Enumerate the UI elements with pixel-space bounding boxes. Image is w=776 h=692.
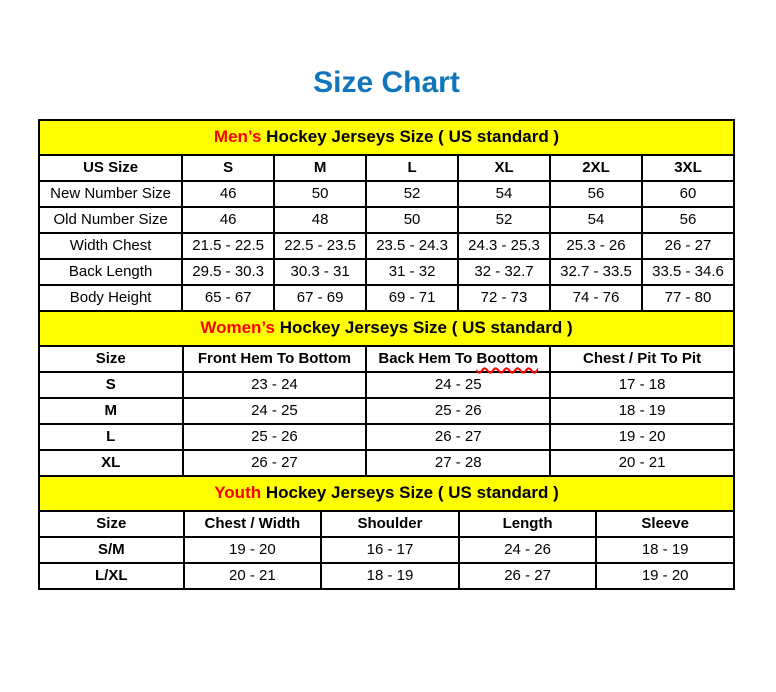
- value-cell: 26 - 27: [366, 424, 550, 450]
- value-cell: 26 - 27: [183, 450, 367, 476]
- section-name-highlight: Women’s: [200, 318, 275, 337]
- row-label-cell: S: [39, 372, 183, 398]
- value-cell: 19 - 20: [596, 563, 734, 589]
- womens-section-title: [39, 311, 734, 346]
- column-header-cell: Chest / Pit To Pit: [550, 346, 734, 372]
- table-row: [39, 372, 734, 398]
- value-cell: 54: [458, 181, 550, 207]
- page-title: Size Chart: [313, 66, 460, 99]
- value-cell: 32 - 32.7: [458, 259, 550, 285]
- value-cell: 56: [550, 181, 642, 207]
- size-chart: [38, 0, 735, 590]
- row-label-cell: Back Length: [39, 259, 182, 285]
- value-cell: 29.5 - 30.3: [182, 259, 274, 285]
- table-row: [39, 207, 734, 233]
- value-cell: 24 - 26: [459, 537, 597, 563]
- value-cell: 77 - 80: [642, 285, 734, 311]
- table-row: [39, 181, 734, 207]
- column-header-text: Back Hem To: [378, 350, 477, 367]
- value-cell: 33.5 - 34.6: [642, 259, 734, 285]
- value-cell: 27 - 28: [366, 450, 550, 476]
- value-cell: 20 - 21: [550, 450, 734, 476]
- column-header-cell: S: [182, 155, 274, 181]
- value-cell: 20 - 21: [184, 563, 322, 589]
- row-label-cell: XL: [39, 450, 183, 476]
- value-cell: 60: [642, 181, 734, 207]
- youth-section-title: [39, 476, 734, 511]
- column-header-cell: [366, 346, 550, 372]
- value-cell: 21.5 - 22.5: [182, 233, 274, 259]
- value-cell: 50: [366, 207, 458, 233]
- value-cell: 23 - 24: [183, 372, 367, 398]
- column-header-cell: M: [274, 155, 366, 181]
- mens-section-band: [39, 120, 734, 155]
- value-cell: 26 - 27: [459, 563, 597, 589]
- section-band-text: Hockey Jerseys Size ( US standard ): [274, 318, 573, 337]
- youth-section-band: [39, 476, 734, 511]
- table-row: [39, 424, 734, 450]
- row-label-cell: L/XL: [39, 563, 184, 589]
- value-cell: 24 - 25: [366, 372, 550, 398]
- table-row: [39, 563, 734, 589]
- column-header-cell: 2XL: [550, 155, 642, 181]
- value-cell: 18 - 19: [321, 563, 459, 589]
- mens-section-title: [39, 120, 734, 155]
- value-cell: 19 - 20: [184, 537, 322, 563]
- row-label-cell: S/M: [39, 537, 184, 563]
- column-header-cell: US Size: [39, 155, 182, 181]
- value-cell: 48: [274, 207, 366, 233]
- value-cell: 67 - 69: [274, 285, 366, 311]
- column-header-cell: Chest / Width: [184, 511, 322, 537]
- column-header-cell: Shoulder: [321, 511, 459, 537]
- column-header-cell: 3XL: [642, 155, 734, 181]
- value-cell: 26 - 27: [642, 233, 734, 259]
- section-band-text: Hockey Jerseys Size ( US standard ): [261, 127, 560, 146]
- value-cell: 19 - 20: [550, 424, 734, 450]
- column-header-cell: Size: [39, 511, 184, 537]
- value-cell: 54: [550, 207, 642, 233]
- value-cell: 18 - 19: [550, 398, 734, 424]
- row-label-cell: Old Number Size: [39, 207, 182, 233]
- value-cell: 24.3 - 25.3: [458, 233, 550, 259]
- value-cell: 52: [366, 181, 458, 207]
- value-cell: 18 - 19: [596, 537, 734, 563]
- table-row: [39, 285, 734, 311]
- value-cell: 23.5 - 24.3: [366, 233, 458, 259]
- value-cell: 25.3 - 26: [550, 233, 642, 259]
- value-cell: 65 - 67: [182, 285, 274, 311]
- value-cell: 32.7 - 33.5: [550, 259, 642, 285]
- column-header-cell: Size: [39, 346, 183, 372]
- header-row: [39, 155, 734, 181]
- value-cell: 52: [458, 207, 550, 233]
- section-name-highlight: Youth: [214, 483, 262, 502]
- value-cell: 17 - 18: [550, 372, 734, 398]
- value-cell: 25 - 26: [183, 424, 367, 450]
- header-row: [39, 346, 734, 372]
- value-cell: 46: [182, 181, 274, 207]
- header-row: [39, 511, 734, 537]
- column-header-cell: Front Hem To Bottom: [183, 346, 367, 372]
- row-label-cell: L: [39, 424, 183, 450]
- value-cell: 31 - 32: [366, 259, 458, 285]
- column-header-cell: Length: [459, 511, 597, 537]
- row-label-cell: Body Height: [39, 285, 182, 311]
- row-label-cell: New Number Size: [39, 181, 182, 207]
- value-cell: 25 - 26: [366, 398, 550, 424]
- value-cell: 74 - 76: [550, 285, 642, 311]
- table-row: [39, 450, 734, 476]
- value-cell: 30.3 - 31: [274, 259, 366, 285]
- value-cell: 72 - 73: [458, 285, 550, 311]
- row-label-cell: M: [39, 398, 183, 424]
- row-label-cell: Width Chest: [39, 233, 182, 259]
- value-cell: 16 - 17: [321, 537, 459, 563]
- section-band-text: Hockey Jerseys Size ( US standard ): [261, 483, 559, 502]
- value-cell: 22.5 - 23.5: [274, 233, 366, 259]
- column-header-cell: L: [366, 155, 458, 181]
- table-row: [39, 398, 734, 424]
- column-header-cell: XL: [458, 155, 550, 181]
- table-row: [39, 259, 734, 285]
- section-name-highlight: Men’s: [213, 127, 262, 146]
- table-row: [39, 537, 734, 563]
- womens-size-table: [38, 310, 735, 477]
- misspelled-word: Boottom: [476, 350, 539, 367]
- youth-size-table: [38, 475, 735, 590]
- column-header-cell: Sleeve: [596, 511, 734, 537]
- table-row: [39, 233, 734, 259]
- mens-size-table: [38, 119, 735, 312]
- value-cell: 50: [274, 181, 366, 207]
- value-cell: 46: [182, 207, 274, 233]
- value-cell: 56: [642, 207, 734, 233]
- value-cell: 69 - 71: [366, 285, 458, 311]
- value-cell: 24 - 25: [183, 398, 367, 424]
- womens-section-band: [39, 311, 734, 346]
